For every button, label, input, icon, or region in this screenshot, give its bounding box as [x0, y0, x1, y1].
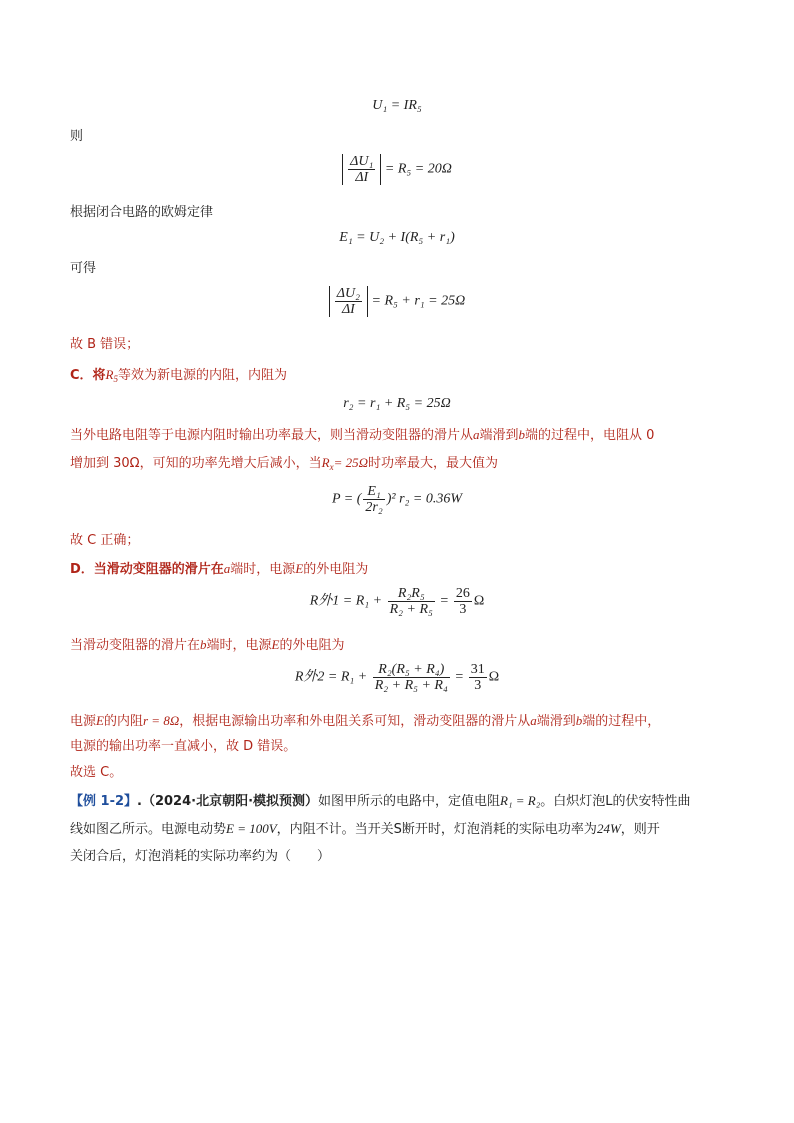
- text-ohm-law: 根据闭合电路的欧姆定律: [70, 205, 214, 220]
- text-c-right: 故 C 正确；: [70, 533, 140, 548]
- text-c-para1: 当外电路电阻等于电源内阻时输出功率最大，则当滑动变阻器的滑片从a端滑到b端的过程中，电阻从 0: [70, 427, 655, 443]
- equation-r-ext1: R外1 = R₁ + $\frac{\text{R₂R₅}}{\text{R₂ + R₅}}$ = $\frac{26}{3}$ Ω: [309, 586, 485, 617]
- equation-r-ext2: R外2 = R₁ + $\frac{\text{R₂(R₅ + R₄)}}{\text{R₂ + R₅ + R₄}}$ = $\frac{31}{3}$ Ω: [294, 662, 500, 693]
- example-1-2-line2: 线如图乙所示。电源电动势E = 100V，内阻不计。当开关S断开时，灯泡消耗的实际电功率为24W，则开: [70, 821, 660, 837]
- example-1-2-line3: 关闭合后，灯泡消耗的实际功率约为（ ）: [70, 849, 331, 864]
- equation-u1: U₁ = IR₅: [372, 98, 422, 113]
- text-c-head: C．将$R_5$等效为新电源的内阻，内阻为: [70, 367, 288, 384]
- equation-e1: E₁ = U₂ + I(R₅ + r₁): [339, 230, 455, 245]
- equation-r2: r₂ = r₁ + R₅ = 25Ω: [343, 396, 451, 411]
- text-d-2: 当滑动变阻器的滑片在b端时，电源E的外电阻为: [70, 637, 345, 653]
- text-choose: 故选 C。: [70, 765, 123, 780]
- equation-du2-di: $\frac{\text{ΔU₂}}{\Delta I}$ = R₅ + r₁ = 25Ω: [0, 286, 794, 317]
- text-d-3: 电源E的内阻r = 8Ω，根据电源输出功率和外电阻关系可知，滑动变阻器的滑片从a端滑到b端的过程中，: [70, 713, 661, 729]
- text-d-head: D．当滑动变阻器的滑片在a端时，电源E的外电阻为: [70, 561, 369, 577]
- equation-power: P = ( $\frac{\text{E₁}}{\text{2r₂}}$ )² r₂ = 0.36W: [331, 484, 463, 515]
- text-b-wrong: 故 B 错误；: [70, 337, 140, 352]
- text-ze: 则: [70, 129, 84, 144]
- equation-du1-di: $\frac{\text{ΔU₁}}{\Delta I}$ = R₅ = 20Ω: [0, 154, 794, 185]
- example-1-2-line1: 【例 1-2】.（2024·北京朝阳·模拟预测）如图甲所示的电路中，定值电阻R₁ = R₂。白炽灯泡L的伏安特性曲: [70, 793, 691, 809]
- text-d-4: 电源的输出功率一直减小，故 D 错误。: [70, 739, 297, 754]
- text-kede: 可得: [70, 261, 97, 276]
- text-c-para2: 增加到 30Ω，可知的功率先增大后减小，当$R_x= 25\Omega$时功率最大，最大值为: [70, 455, 499, 472]
